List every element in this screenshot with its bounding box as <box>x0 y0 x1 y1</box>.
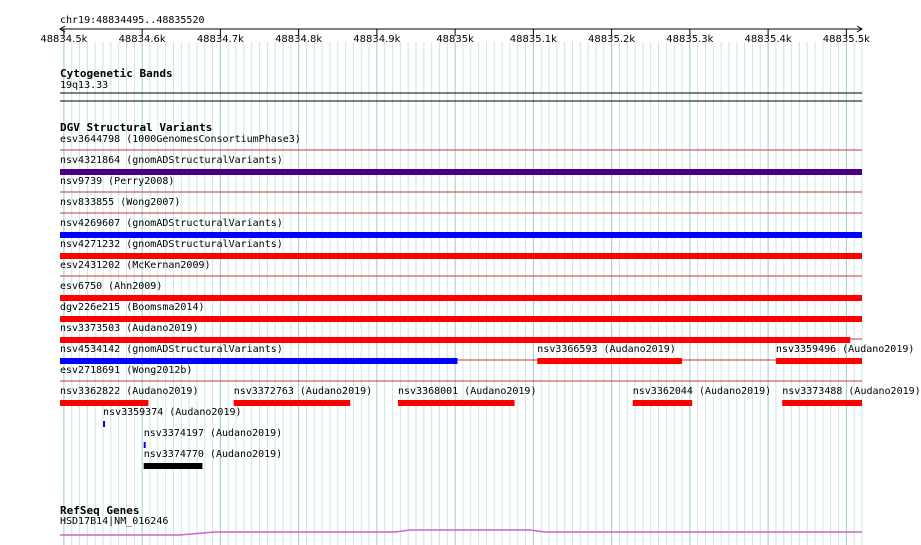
ruler-tick-label: 48834.8k <box>275 34 323 45</box>
dgv-feature-label[interactable]: nsv3368001 (Audano2019) <box>398 386 537 397</box>
dgv-feature-label[interactable]: nsv4271232 (gnomADStructuralVariants) <box>60 239 283 250</box>
dgv-feature-bar <box>398 400 515 406</box>
dgv-feature-label[interactable]: dgv226e215 (Boomsma2014) <box>60 302 205 313</box>
dgv-feature-bar <box>60 400 148 406</box>
dgv-feature-label[interactable]: nsv3374197 (Audano2019) <box>143 428 283 439</box>
dgv-feature-bar <box>60 316 862 322</box>
refseq-gene-label[interactable]: HSD17B14|NM_016246 <box>60 516 169 527</box>
dgv-feature-label[interactable]: nsv3372763 (Audano2019) <box>233 386 373 397</box>
dgv-feature-bar <box>144 463 203 469</box>
dgv-feature-label[interactable]: esv6750 (Ahn2009) <box>60 281 163 292</box>
ruler-tick-label: 48835.1k <box>509 34 557 45</box>
ruler-region-label: chr19:48834495..48835520 <box>60 15 205 26</box>
dgv-feature-label[interactable]: nsv4534142 (gnomADStructuralVariants) <box>60 344 283 355</box>
dgv-feature-bar <box>537 358 682 364</box>
dgv-feature-bar <box>782 400 862 406</box>
dgv-feature-bar <box>144 442 146 448</box>
refseq-track-title[interactable]: RefSeq Genes <box>60 504 140 517</box>
ruler-tick-label: 48834.7k <box>196 34 244 45</box>
dgv-feature-bar <box>60 232 862 238</box>
dgv-feature-label[interactable]: nsv3374770 (Audano2019) <box>143 449 283 460</box>
ruler-tick-label: 48835.2k <box>588 34 636 45</box>
dgv-feature-label[interactable]: nsv4269607 (gnomADStructuralVariants) <box>60 218 283 229</box>
dgv-feature-bar <box>60 169 862 175</box>
cytoband-track <box>60 93 862 101</box>
dgv-feature-label[interactable]: esv2718691 (Wong2012b) <box>60 365 193 376</box>
dgv-feature-label[interactable]: nsv4321864 (gnomADStructuralVariants) <box>60 155 283 166</box>
dgv-feature-label[interactable]: nsv9739 (Perry2008) <box>60 176 175 187</box>
dgv-feature-label[interactable]: nsv3359496 (Audano2019) <box>775 344 915 355</box>
ruler-tick-label: 48835.5k <box>822 34 870 45</box>
dgv-feature-bar <box>60 295 862 301</box>
ruler-tick-label: 48835k <box>436 34 474 45</box>
dgv-feature-bar <box>776 358 862 364</box>
ruler-tick-label: 48835.4k <box>744 34 792 45</box>
dgv-feature-bar <box>234 400 351 406</box>
dgv-feature-label[interactable]: nsv3359374 (Audano2019) <box>103 407 242 418</box>
dgv-feature-bar <box>60 253 862 259</box>
dgv-feature-label[interactable]: esv2431202 (McKernan2009) <box>60 260 211 271</box>
dgv-feature-bar <box>633 400 692 406</box>
dgv-feature-label[interactable]: nsv3362822 (Audano2019) <box>60 386 199 397</box>
ruler-tick-label: 48834.9k <box>353 34 401 45</box>
dgv-feature-bar <box>60 358 457 364</box>
dgv-feature-label[interactable]: nsv3366593 (Audano2019) <box>537 344 676 355</box>
ruler-tick-label: 48834.6k <box>118 34 166 45</box>
ruler-tick-label: 48835.3k <box>666 34 714 45</box>
refseq-track <box>60 530 862 535</box>
dgv-feature-label[interactable]: nsv3373488 (Audano2019) <box>782 386 921 397</box>
dgv-track-title[interactable]: DGV Structural Variants <box>60 121 213 134</box>
dgv-feature-bar <box>60 337 850 343</box>
ruler-tick-label: 48834.5k <box>40 34 88 45</box>
dgv-feature-bar <box>103 421 105 427</box>
cytoband-label[interactable]: 19q13.33 <box>60 80 109 91</box>
refseq-gene-line <box>60 530 862 535</box>
dgv-feature-label[interactable]: nsv3362044 (Audano2019) <box>632 386 772 397</box>
cytoband-track-title[interactable]: Cytogenetic Bands <box>60 67 173 80</box>
grid-lines <box>64 42 862 545</box>
dgv-feature-label[interactable]: nsv833855 (Wong2007) <box>60 197 181 208</box>
dgv-feature-label[interactable]: nsv3373503 (Audano2019) <box>60 323 199 334</box>
dgv-feature-label[interactable]: esv3644798 (1000GenomesConsortiumPhase3) <box>60 134 301 145</box>
